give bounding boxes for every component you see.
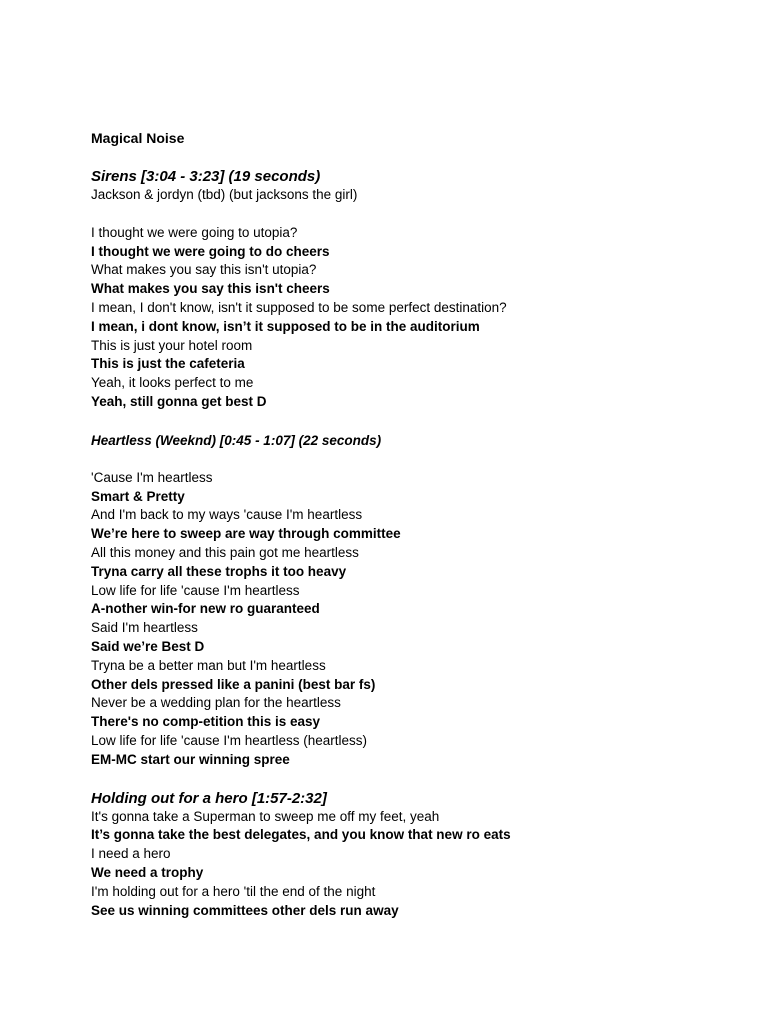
spacer xyxy=(91,148,731,167)
section-intro: Jackson & jordyn (tbd) (but jacksons the girl) xyxy=(91,187,358,202)
lyric-line: And I'm back to my ways 'cause I'm heartless xyxy=(91,507,363,523)
lyric-line: EM-MC start our winning spree xyxy=(91,751,290,767)
lyric-line: Tryna carry all these trophs it too heavy xyxy=(91,563,347,579)
section-holding-out xyxy=(91,789,731,921)
section-sirens xyxy=(91,167,731,412)
lyric-line: I'm holding out for a hero 'til the end of the night xyxy=(91,883,376,899)
lyric-line: I thought we were going to do cheers xyxy=(91,243,330,259)
lyric-line: Low life for life 'cause I'm heartless (heartless) xyxy=(91,732,368,748)
document-title: Magical Noise xyxy=(91,130,185,146)
section-heading: Holding out for a hero [1:57-2:32] xyxy=(91,789,327,807)
lyric-lines xyxy=(91,224,731,412)
document-page xyxy=(91,129,731,920)
lyric-line: What makes you say this isn't cheers xyxy=(91,281,330,297)
lyric-lines xyxy=(91,469,731,770)
lyric-line: Said we’re Best D xyxy=(91,638,205,654)
section-heartless xyxy=(91,431,731,770)
section-heading: Heartless (Weeknd) [0:45 - 1:07] (22 seconds) xyxy=(91,432,382,448)
spacer xyxy=(91,205,731,224)
lyric-line: Tryna be a better man but I'm heartless xyxy=(91,657,326,673)
lyric-line: We need a trophy xyxy=(91,864,204,880)
lyric-line: A-nother win-for new ro guaranteed xyxy=(91,601,320,617)
lyric-line: It's gonna take a Superman to sweep me off my feet, yeah xyxy=(91,808,440,824)
spacer xyxy=(91,770,731,789)
lyric-line: There's no comp-etition this is easy xyxy=(91,714,321,730)
lyric-line: All this money and this pain got me heartless xyxy=(91,544,359,560)
lyric-line: Smart & Pretty xyxy=(91,488,185,504)
lyric-line: 'Cause I'm heartless xyxy=(91,469,213,485)
lyric-line: Never be a wedding plan for the heartless xyxy=(91,695,341,711)
lyric-line: Low life for life 'cause I'm heartless xyxy=(91,582,300,598)
lyric-line: Yeah, it looks perfect to me xyxy=(91,375,254,391)
lyric-line: What makes you say this isn't utopia? xyxy=(91,262,317,278)
lyric-line: It’s gonna take the best delegates, and you know that new ro eats xyxy=(91,827,511,843)
spacer xyxy=(91,450,731,469)
section-heading: Sirens [3:04 - 3:23] (19 seconds) xyxy=(91,168,321,185)
lyric-lines xyxy=(91,808,731,921)
lyric-line: This is just the cafeteria xyxy=(91,356,245,372)
lyric-line: Yeah, still gonna get best D xyxy=(91,393,267,409)
lyric-line: This is just your hotel room xyxy=(91,337,253,353)
lyric-line: I thought we were going to utopia? xyxy=(91,224,298,240)
lyric-line: I mean, I don't know, isn't it supposed to be some perfect destination? xyxy=(91,299,507,315)
spacer xyxy=(91,412,731,431)
lyric-line: Other dels pressed like a panini (best bar fs) xyxy=(91,676,376,692)
lyric-line: See us winning committees other dels run away xyxy=(91,902,399,918)
lyric-line: We’re here to sweep are way through committee xyxy=(91,526,401,542)
lyric-line: I need a hero xyxy=(91,846,171,862)
lyric-line: I mean, i dont know, isn’t it supposed to be in the auditorium xyxy=(91,318,480,334)
lyric-line: Said I'm heartless xyxy=(91,620,198,636)
